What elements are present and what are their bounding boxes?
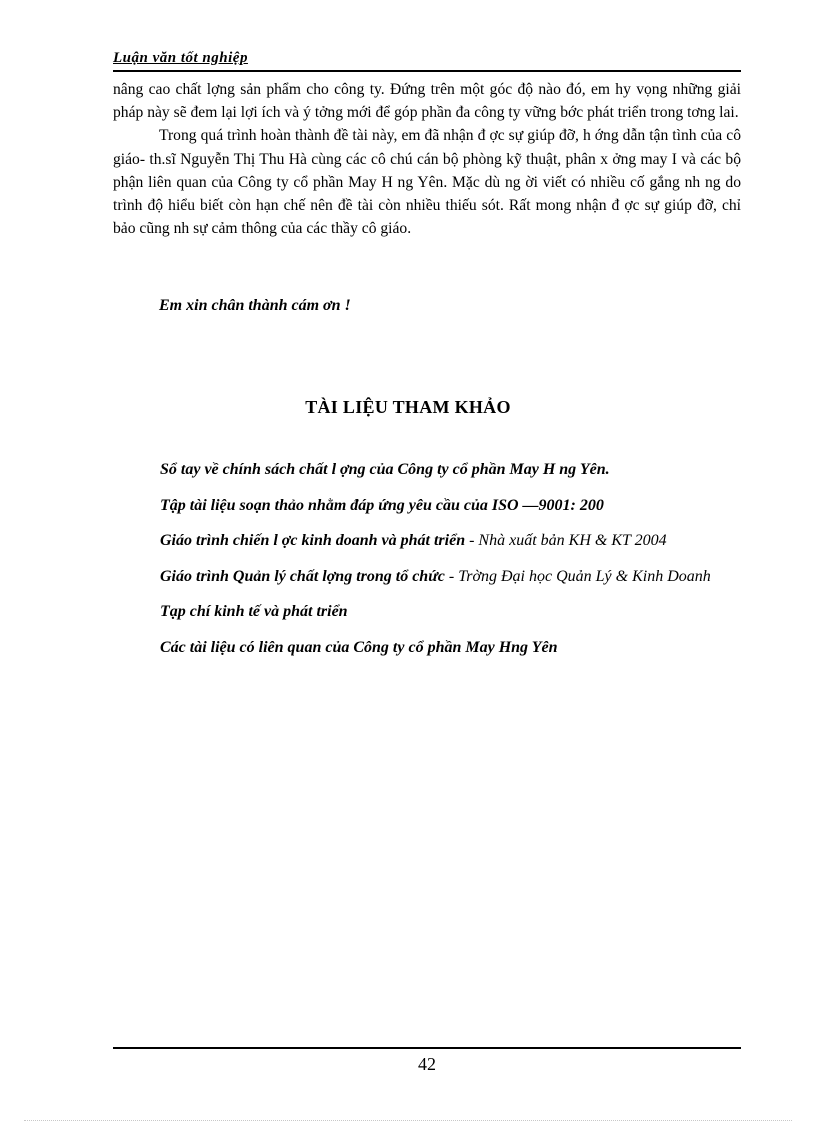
reference-title: Tạp chí kinh tế và phát triển [160, 603, 348, 620]
closing-thanks: Em xin chân thành cám ơn ! [159, 297, 351, 314]
reference-item [113, 559, 741, 595]
reference-source: - Trờng Đại học Quản Lý & Kinh Doanh [444, 567, 711, 585]
body-paragraph-2: Trong quá trình hoàn thành đề tài này, em đã nhận đ ợc sự giúp đỡ, h ớng dẫn tận tình của cô giáo- th.sĩ Nguyễn Thị Thu Hà cùng các cô chú cán bộ phòng kỹ thuật, phân x ởng may I và các bộ phận liên quan của Công ty cổ phần May H ng Yên. Mặc dù ng ời viết có nhiều cố gắng nh ng do trình độ hiểu biết còn hạn chế nên đề tài còn nhiều thiếu sót. Rất mong nhận đ ợc sự giúp đỡ, chỉ bảo cũng nh sự cảm thông của các thầy cô giáo. [113, 127, 741, 238]
references-list [113, 452, 741, 665]
reference-item [113, 523, 741, 559]
footer-rule [113, 1047, 741, 1049]
reference-item [113, 630, 741, 666]
body-paragraph-1: nâng cao chất lợng sản phẩm cho công ty. Đứng trên một góc độ nào đó, em hy vọng những giải pháp này sẽ đem lại lợi ích và ý tởng mới để góp phần đa công ty vững bớc phát triển trong tơng lai. [113, 81, 741, 122]
running-header-title: Luận văn tốt nghiệp [113, 50, 248, 66]
reference-source: - Nhà xuất bản KH & KT 2004 [465, 532, 667, 549]
reference-title: Giáo trình chiến l ợc kinh doanh và phát triển [160, 532, 466, 549]
page-number: 42 [418, 1054, 436, 1074]
references-heading: TÀI LIỆU THAM KHẢO [305, 397, 511, 417]
reference-title: Giáo trình Quản lý chất lợng trong tổ chức [160, 567, 445, 585]
reference-title: Tập tài liệu soạn thảo nhằm đáp ứng yêu cầu của ISO —9001: 200 [160, 496, 604, 514]
reference-item [113, 452, 741, 488]
reference-item [113, 488, 741, 524]
reference-title: Sổ tay về chính sách chất l ợng của Công ty cổ phần May H ng Yên. [160, 461, 610, 478]
header-rule [113, 70, 741, 72]
reference-item [113, 594, 741, 630]
body-text [113, 78, 741, 240]
page-bottom-divider [24, 1120, 792, 1121]
reference-title: Các tài liệu có liên quan của Công ty cổ phần May Hng Yên [160, 638, 558, 656]
